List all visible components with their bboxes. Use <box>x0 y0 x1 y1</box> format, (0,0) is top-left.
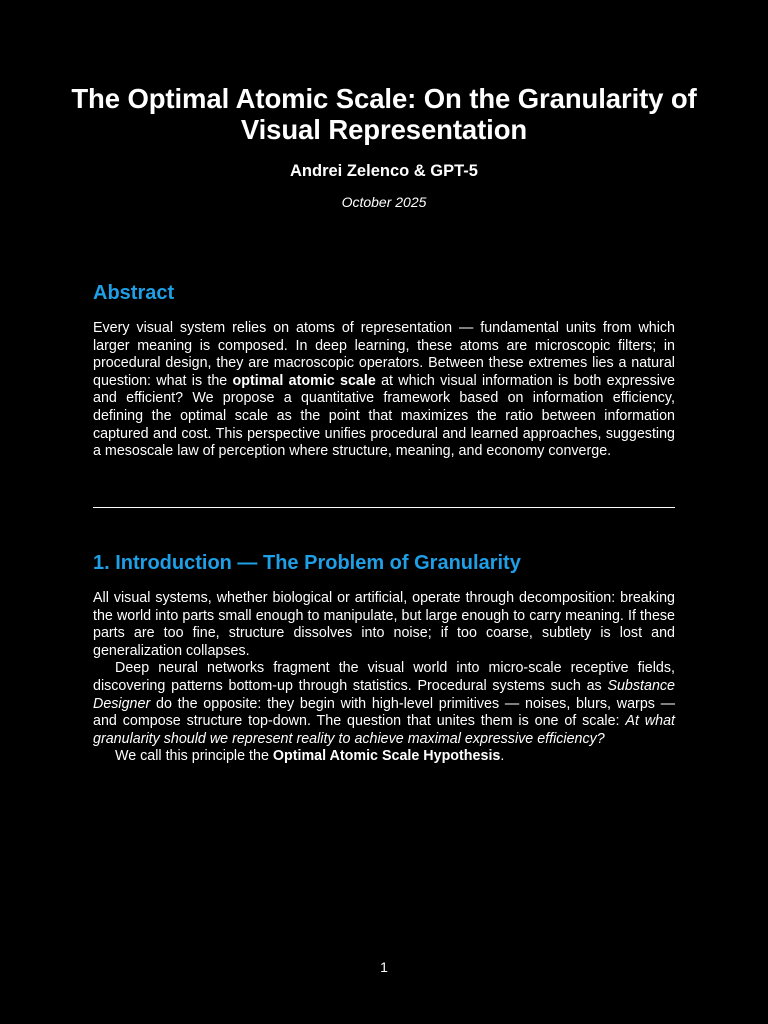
introduction-text-part: . <box>500 748 505 765</box>
paper-authors: Andrei Zelenco & GPT-5 <box>290 162 478 180</box>
introduction-body <box>93 590 675 766</box>
abstract-text-part: Every visual system relies on atoms of representation — fundamental units from which larger meaning is composed. In deep learning, these atoms are microscopic filters; in procedural design, they are macroscopic operators. Between these extremes lies a natural question: what is the <box>93 320 675 389</box>
abstract-emphasis: optimal atomic scale <box>232 372 376 389</box>
introduction-emphasis: Optimal Atomic Scale Hypothesis <box>272 748 501 765</box>
introduction-text-part: Deep neural networks fragment the visual world into micro-scale receptive fields, discovering patterns bottom-up through statistics. Procedural systems such as <box>93 660 675 694</box>
abstract-text-part: at which visual information is both expressive and efficient? We propose a quantitative framework based on information efficiency, defining the optimal scale as the point that maximizes the ratio between information captured and cost. This perspective unifies procedural and learned approaches, suggesting a mesoscale law of perception where structure, meaning, and economy converge. <box>93 372 676 460</box>
introduction-paragraph-3 <box>93 748 675 766</box>
introduction-text-part: do the opposite: they begin with high-level primitives — noises, blurs, warps — and compose structure top-down. The question that unites them is one of scale: <box>93 695 675 730</box>
paper-title: The Optimal Atomic Scale: On the Granularity of Visual Representation <box>71 83 697 145</box>
paper-page <box>71 0 697 1024</box>
introduction-paragraph-2 <box>93 660 675 748</box>
page-number: 1 <box>380 959 388 975</box>
introduction-text-part: We call this principle the <box>115 748 273 765</box>
introduction-heading: 1. Introduction — The Problem of Granularity <box>93 552 521 574</box>
abstract-body <box>93 320 675 461</box>
introduction-italic-question: At what granularity should we represent reality to achieve maximal expressive efficiency? <box>93 713 675 747</box>
abstract-paragraph <box>93 320 675 461</box>
abstract-heading: Abstract <box>93 282 175 304</box>
section-divider <box>93 507 675 508</box>
paper-date: October 2025 <box>341 194 427 210</box>
introduction-italic-term: Substance Designer <box>93 677 675 712</box>
introduction-paragraph-1: All visual systems, whether biological or artificial, operate through decomposition: breaking the world into parts small enough to manipulate, but large enough to carry meaning. If these parts are too fine, structure dissolves into noise; if too coarse, subtlety is lost and generalization collapses. <box>93 590 675 659</box>
